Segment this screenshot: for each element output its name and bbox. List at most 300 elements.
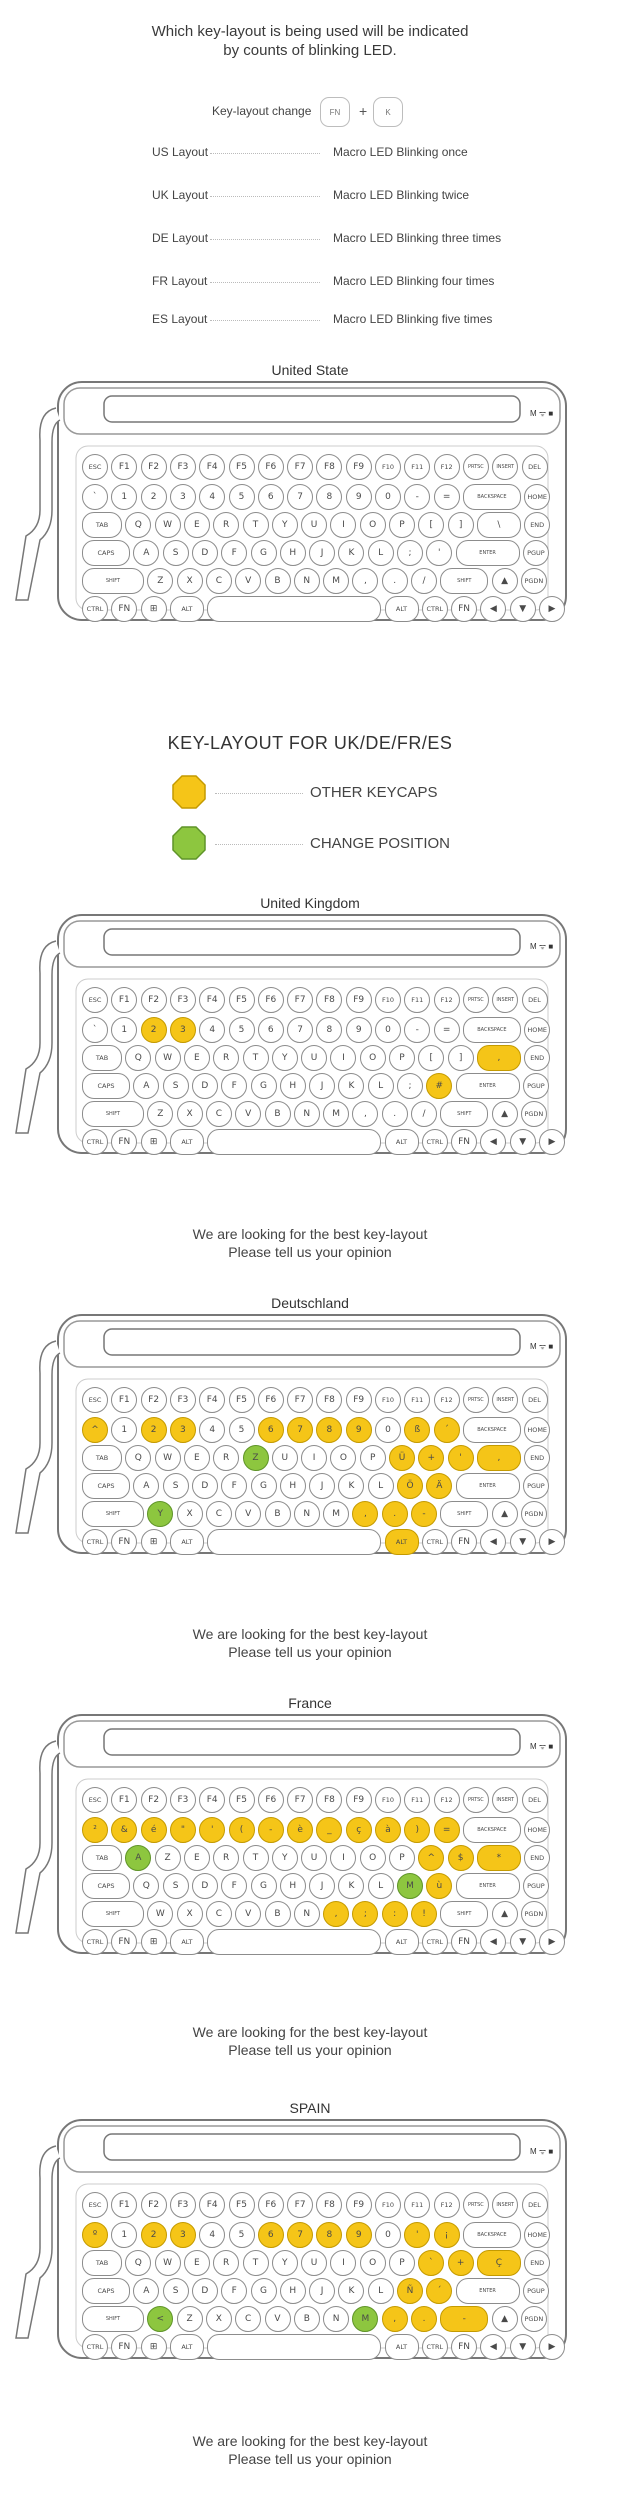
key[interactable]: D — [192, 2278, 218, 2304]
key[interactable]: J — [309, 1073, 335, 1099]
key[interactable]: ◀ — [480, 2334, 506, 2360]
key[interactable]: B — [294, 2306, 320, 2332]
key[interactable]: 8 — [316, 2222, 342, 2248]
key[interactable]: ◀ — [480, 1529, 506, 1555]
key[interactable]: Q — [125, 512, 151, 538]
key[interactable]: [ — [418, 512, 444, 538]
key[interactable]: ` — [418, 2250, 444, 2276]
key[interactable]: 2 — [141, 2222, 167, 2248]
key[interactable]: ▼ — [510, 1129, 536, 1155]
key[interactable]: ▼ — [510, 1529, 536, 1555]
key[interactable]: Q — [133, 1873, 159, 1899]
key[interactable]: F — [221, 2278, 247, 2304]
key[interactable]: F4 — [199, 1787, 225, 1813]
key[interactable]: E — [184, 1445, 210, 1471]
key[interactable]: R — [213, 1045, 239, 1071]
key[interactable]: S — [163, 540, 189, 566]
key[interactable]: HOME — [524, 1017, 550, 1043]
key[interactable]: F9 — [346, 1787, 372, 1813]
key[interactable]: - — [440, 2306, 488, 2332]
key[interactable]: Ü — [389, 1445, 415, 1471]
key[interactable]: ALT — [385, 1929, 419, 1955]
key[interactable]: ▲ — [492, 2306, 518, 2332]
key[interactable]: D — [192, 1073, 218, 1099]
key[interactable]: < — [147, 2306, 173, 2332]
key[interactable]: Q — [125, 2250, 151, 2276]
key[interactable]: I — [301, 1445, 327, 1471]
key[interactable]: _ — [316, 1817, 342, 1843]
key[interactable]: CAPS — [82, 2278, 130, 2304]
key[interactable]: 2 — [141, 484, 167, 510]
key[interactable]: F12 — [434, 1787, 460, 1813]
key[interactable]: ▶ — [539, 596, 565, 622]
key[interactable]: F8 — [316, 454, 342, 480]
key[interactable]: K — [338, 1873, 364, 1899]
key[interactable]: 4 — [199, 1017, 225, 1043]
key[interactable]: FN — [451, 1529, 477, 1555]
key[interactable]: V — [265, 2306, 291, 2332]
key[interactable]: X — [177, 1101, 203, 1127]
key[interactable]: 6 — [258, 484, 284, 510]
key[interactable]: PGDN — [521, 1101, 547, 1127]
key[interactable]: L — [368, 1073, 394, 1099]
key[interactable]: Ö — [397, 1473, 423, 1499]
key[interactable]: O — [360, 512, 386, 538]
key[interactable]: F7 — [287, 454, 313, 480]
key[interactable]: F9 — [346, 454, 372, 480]
key[interactable]: è — [287, 1817, 313, 1843]
key[interactable]: T — [243, 1845, 269, 1871]
key[interactable]: INSERT — [492, 454, 518, 480]
key[interactable]: END — [524, 2250, 550, 2276]
key[interactable]: F8 — [316, 987, 342, 1013]
key[interactable]: 4 — [199, 1417, 225, 1443]
key[interactable]: 2 — [141, 1017, 167, 1043]
key[interactable]: ▲ — [492, 568, 518, 594]
key[interactable]: F1 — [111, 987, 137, 1013]
key[interactable]: = — [434, 1817, 460, 1843]
key[interactable]: V — [235, 568, 261, 594]
key[interactable]: F11 — [404, 454, 430, 480]
key[interactable]: F11 — [404, 2192, 430, 2218]
key[interactable]: CTRL — [82, 1129, 108, 1155]
key[interactable]: PRTSC — [463, 454, 489, 480]
key[interactable]: F9 — [346, 987, 372, 1013]
key[interactable]: G — [251, 2278, 277, 2304]
key[interactable]: H — [280, 1073, 306, 1099]
key[interactable]: W — [155, 1045, 181, 1071]
key[interactable]: P — [360, 1445, 386, 1471]
key[interactable]: ▶ — [539, 1529, 565, 1555]
key[interactable]: F11 — [404, 1387, 430, 1413]
key-space[interactable] — [207, 1929, 381, 1955]
key[interactable]: TAB — [82, 512, 122, 538]
key[interactable]: F6 — [258, 454, 284, 480]
key[interactable]: L — [368, 1473, 394, 1499]
key[interactable]: K — [338, 1473, 364, 1499]
key[interactable]: PGDN — [521, 1501, 547, 1527]
key[interactable]: 5 — [229, 1417, 255, 1443]
key[interactable]: " — [170, 1817, 196, 1843]
key[interactable]: ALT — [170, 596, 204, 622]
key[interactable]: + — [418, 1445, 444, 1471]
key[interactable]: J — [309, 1873, 335, 1899]
key[interactable]: F — [221, 1473, 247, 1499]
key[interactable]: 9 — [346, 2222, 372, 2248]
key[interactable]: 9 — [346, 1417, 372, 1443]
key[interactable]: F7 — [287, 2192, 313, 2218]
key[interactable]: PRTSC — [463, 1387, 489, 1413]
key[interactable]: ESC — [82, 454, 108, 480]
key[interactable]: F10 — [375, 454, 401, 480]
key[interactable]: FN — [451, 596, 477, 622]
key[interactable]: ) — [404, 1817, 430, 1843]
key[interactable]: F8 — [316, 1787, 342, 1813]
key[interactable]: J — [309, 2278, 335, 2304]
key[interactable]: F3 — [170, 987, 196, 1013]
key[interactable]: ] — [448, 512, 474, 538]
key[interactable]: DEL — [522, 2192, 548, 2218]
key[interactable]: INSERT — [492, 1787, 518, 1813]
key[interactable]: F6 — [258, 987, 284, 1013]
key[interactable]: F11 — [404, 1787, 430, 1813]
key[interactable]: HOME — [524, 1817, 550, 1843]
key[interactable]: CAPS — [82, 1473, 130, 1499]
key[interactable]: M — [323, 568, 349, 594]
key[interactable]: SHIFT — [440, 1901, 488, 1927]
key[interactable]: CAPS — [82, 1073, 130, 1099]
key[interactable]: / — [411, 1101, 437, 1127]
key[interactable]: H — [280, 2278, 306, 2304]
key[interactable]: F1 — [111, 1387, 137, 1413]
key[interactable]: ▶ — [539, 1129, 565, 1155]
key[interactable]: ] — [448, 1045, 474, 1071]
key[interactable]: A — [133, 2278, 159, 2304]
key[interactable]: DEL — [522, 1387, 548, 1413]
key[interactable]: F — [221, 1073, 247, 1099]
key[interactable]: R — [213, 2250, 239, 2276]
key[interactable]: $ — [448, 1845, 474, 1871]
key[interactable]: K — [338, 2278, 364, 2304]
key[interactable]: F1 — [111, 1787, 137, 1813]
key[interactable]: , — [382, 2306, 408, 2332]
key[interactable]: 6 — [258, 1417, 284, 1443]
key[interactable]: P — [389, 1845, 415, 1871]
key[interactable]: E — [184, 2250, 210, 2276]
key[interactable]: B — [265, 1101, 291, 1127]
key[interactable]: M — [352, 2306, 378, 2332]
key[interactable]: Y — [272, 512, 298, 538]
key[interactable]: PGDN — [521, 2306, 547, 2332]
key[interactable]: - — [404, 484, 430, 510]
key[interactable]: Z — [147, 568, 173, 594]
key[interactable]: H — [280, 540, 306, 566]
key[interactable]: ALT — [170, 1129, 204, 1155]
key[interactable]: F10 — [375, 1387, 401, 1413]
key[interactable]: - — [404, 1017, 430, 1043]
key[interactable]: W — [147, 1901, 173, 1927]
key[interactable]: CTRL — [82, 1529, 108, 1555]
key[interactable]: ⊞ — [141, 596, 167, 622]
key[interactable]: CAPS — [82, 1873, 130, 1899]
key[interactable]: + — [448, 2250, 474, 2276]
key[interactable]: ◀ — [480, 1129, 506, 1155]
key[interactable]: HOME — [524, 2222, 550, 2248]
key[interactable]: C — [206, 1501, 232, 1527]
key[interactable]: ù — [426, 1873, 452, 1899]
key[interactable]: F3 — [170, 1787, 196, 1813]
key[interactable]: 0 — [375, 2222, 401, 2248]
key[interactable]: ^ — [82, 1417, 108, 1443]
key[interactable]: ⊞ — [141, 1529, 167, 1555]
key[interactable]: 7 — [287, 1417, 313, 1443]
key[interactable]: PRTSC — [463, 987, 489, 1013]
key[interactable]: , — [352, 1501, 378, 1527]
key[interactable]: PGUP — [523, 1473, 549, 1499]
key[interactable]: C — [235, 2306, 261, 2332]
key[interactable]: E — [184, 512, 210, 538]
key[interactable]: ▼ — [510, 1929, 536, 1955]
key[interactable]: 3 — [170, 1417, 196, 1443]
key[interactable]: [ — [418, 1045, 444, 1071]
key[interactable]: N — [294, 1901, 320, 1927]
key[interactable]: CTRL — [82, 2334, 108, 2360]
key[interactable]: PGDN — [521, 568, 547, 594]
key[interactable]: PGUP — [523, 1873, 549, 1899]
key[interactable]: 3 — [170, 1017, 196, 1043]
key[interactable]: SHIFT — [440, 1501, 488, 1527]
key[interactable]: & — [111, 1817, 137, 1843]
key[interactable]: PGDN — [521, 1901, 547, 1927]
key[interactable]: ' — [199, 1817, 225, 1843]
key[interactable]: ▲ — [492, 1501, 518, 1527]
key[interactable]: à — [375, 1817, 401, 1843]
key[interactable]: END — [524, 1045, 550, 1071]
key[interactable]: F2 — [141, 1787, 167, 1813]
key[interactable]: ESC — [82, 987, 108, 1013]
key[interactable]: ▶ — [539, 2334, 565, 2360]
key[interactable]: F3 — [170, 2192, 196, 2218]
key[interactable]: D — [192, 1873, 218, 1899]
key[interactable]: 8 — [316, 484, 342, 510]
key[interactable]: Ç — [477, 2250, 521, 2276]
key[interactable]: F7 — [287, 987, 313, 1013]
key[interactable]: = — [434, 1017, 460, 1043]
key[interactable]: ` — [82, 1017, 108, 1043]
key[interactable]: FN — [111, 2334, 137, 2360]
key[interactable]: F4 — [199, 454, 225, 480]
key[interactable]: BACKSPACE — [463, 1417, 521, 1443]
key[interactable]: N — [294, 568, 320, 594]
key[interactable]: Ä — [426, 1473, 452, 1499]
key[interactable]: ENTER — [456, 2278, 520, 2304]
key-space[interactable] — [207, 1129, 381, 1155]
key[interactable]: HOME — [524, 1417, 550, 1443]
key[interactable]: ` — [82, 484, 108, 510]
key[interactable]: ß — [404, 1417, 430, 1443]
key[interactable]: F9 — [346, 2192, 372, 2218]
key[interactable]: ENTER — [456, 540, 520, 566]
key[interactable]: F8 — [316, 2192, 342, 2218]
key[interactable]: X — [177, 1501, 203, 1527]
key[interactable]: ! — [411, 1901, 437, 1927]
key[interactable]: F1 — [111, 2192, 137, 2218]
key[interactable]: FN — [111, 1129, 137, 1155]
key[interactable]: Q — [125, 1445, 151, 1471]
key[interactable]: U — [301, 1045, 327, 1071]
key[interactable]: TAB — [82, 1845, 122, 1871]
key[interactable]: ESC — [82, 1787, 108, 1813]
key[interactable]: FN — [111, 596, 137, 622]
key[interactable]: Ñ — [397, 2278, 423, 2304]
key[interactable]: 5 — [229, 2222, 255, 2248]
key[interactable]: CTRL — [82, 1929, 108, 1955]
key[interactable]: F4 — [199, 2192, 225, 2218]
key[interactable]: F2 — [141, 1387, 167, 1413]
key[interactable]: K — [338, 1073, 364, 1099]
key[interactable]: L — [368, 1873, 394, 1899]
key[interactable]: A — [133, 1473, 159, 1499]
key[interactable]: CTRL — [422, 1929, 448, 1955]
key[interactable]: ALT — [170, 1529, 204, 1555]
key[interactable]: 0 — [375, 484, 401, 510]
key[interactable]: ç — [346, 1817, 372, 1843]
key[interactable]: F6 — [258, 1387, 284, 1413]
key[interactable]: F5 — [229, 2192, 255, 2218]
key[interactable]: ▼ — [510, 596, 536, 622]
key[interactable]: F5 — [229, 1787, 255, 1813]
key[interactable]: F6 — [258, 2192, 284, 2218]
key[interactable]: I — [330, 512, 356, 538]
key[interactable]: B — [265, 568, 291, 594]
key[interactable]: T — [243, 2250, 269, 2276]
key[interactable]: L — [368, 2278, 394, 2304]
key[interactable]: P — [389, 512, 415, 538]
key[interactable]: Y — [272, 1845, 298, 1871]
key[interactable]: J — [309, 1473, 335, 1499]
key[interactable]: F6 — [258, 1787, 284, 1813]
key[interactable]: M — [397, 1873, 423, 1899]
key[interactable]: M — [323, 1501, 349, 1527]
key[interactable]: . — [411, 2306, 437, 2332]
key[interactable]: ⊞ — [141, 1129, 167, 1155]
key[interactable]: ESC — [82, 2192, 108, 2218]
key[interactable]: , — [477, 1045, 521, 1071]
key[interactable]: INSERT — [492, 987, 518, 1013]
key[interactable]: BACKSPACE — [463, 484, 521, 510]
key[interactable]: 0 — [375, 1017, 401, 1043]
key[interactable]: V — [235, 1501, 261, 1527]
key[interactable]: ' — [404, 2222, 430, 2248]
key[interactable]: \ — [477, 512, 521, 538]
key[interactable]: 1 — [111, 1017, 137, 1043]
key[interactable]: TAB — [82, 1045, 122, 1071]
key[interactable]: 5 — [229, 484, 255, 510]
key[interactable]: 5 — [229, 1017, 255, 1043]
key[interactable]: , — [477, 1445, 521, 1471]
key[interactable]: S — [163, 1873, 189, 1899]
key[interactable]: , — [352, 568, 378, 594]
key[interactable]: O — [360, 1845, 386, 1871]
key[interactable]: DEL — [522, 987, 548, 1013]
key[interactable]: Z — [243, 1445, 269, 1471]
key[interactable]: Z — [177, 2306, 203, 2332]
key[interactable]: 9 — [346, 484, 372, 510]
key[interactable]: 8 — [316, 1417, 342, 1443]
key[interactable]: , — [352, 1101, 378, 1127]
key[interactable]: ▲ — [492, 1101, 518, 1127]
key[interactable]: ¡ — [434, 2222, 460, 2248]
key[interactable]: A — [125, 1845, 151, 1871]
key[interactable]: G — [251, 1073, 277, 1099]
key[interactable]: SHIFT — [440, 568, 488, 594]
key[interactable]: 4 — [199, 2222, 225, 2248]
key[interactable]: G — [251, 1873, 277, 1899]
key[interactable]: 7 — [287, 1017, 313, 1043]
key[interactable]: 3 — [170, 484, 196, 510]
key[interactable]: PGUP — [523, 540, 549, 566]
key[interactable]: PRTSC — [463, 1787, 489, 1813]
key[interactable]: X — [177, 1901, 203, 1927]
key[interactable]: SHIFT — [82, 1501, 144, 1527]
key[interactable]: U — [301, 512, 327, 538]
key[interactable]: C — [206, 568, 232, 594]
key[interactable]: U — [301, 2250, 327, 2276]
key[interactable]: # — [426, 1073, 452, 1099]
key[interactable]: F — [221, 540, 247, 566]
key[interactable]: F10 — [375, 1787, 401, 1813]
key[interactable]: W — [155, 512, 181, 538]
key[interactable]: B — [265, 1901, 291, 1927]
key[interactable]: F12 — [434, 987, 460, 1013]
key[interactable]: ; — [352, 1901, 378, 1927]
key[interactable]: M — [323, 1101, 349, 1127]
key[interactable]: SHIFT — [82, 1901, 144, 1927]
key[interactable]: G — [251, 1473, 277, 1499]
key[interactable]: U — [301, 1845, 327, 1871]
key[interactable]: DEL — [522, 454, 548, 480]
key[interactable]: ⊞ — [141, 2334, 167, 2360]
key[interactable]: ² — [82, 1817, 108, 1843]
key[interactable]: ^ — [418, 1845, 444, 1871]
key[interactable]: F3 — [170, 454, 196, 480]
key[interactable]: X — [206, 2306, 232, 2332]
key[interactable]: DEL — [522, 1787, 548, 1813]
key[interactable]: F2 — [141, 454, 167, 480]
key[interactable]: F8 — [316, 1387, 342, 1413]
key[interactable]: F5 — [229, 454, 255, 480]
key[interactable]: FN — [111, 1529, 137, 1555]
key[interactable]: END — [524, 512, 550, 538]
key[interactable]: 6 — [258, 1017, 284, 1043]
key[interactable]: I — [330, 1845, 356, 1871]
key[interactable]: ' — [448, 1445, 474, 1471]
key[interactable]: ⊞ — [141, 1929, 167, 1955]
key[interactable]: F7 — [287, 1387, 313, 1413]
key[interactable]: S — [163, 1073, 189, 1099]
key[interactable]: ▶ — [539, 1929, 565, 1955]
key[interactable]: 6 — [258, 2222, 284, 2248]
key[interactable]: E — [184, 1045, 210, 1071]
key[interactable]: V — [235, 1901, 261, 1927]
key[interactable]: I — [330, 1045, 356, 1071]
key[interactable]: TAB — [82, 2250, 122, 2276]
key[interactable]: L — [368, 540, 394, 566]
key[interactable]: ◀ — [480, 1929, 506, 1955]
key[interactable]: : — [382, 1901, 408, 1927]
key[interactable]: O — [360, 1045, 386, 1071]
key[interactable]: Y — [272, 1045, 298, 1071]
